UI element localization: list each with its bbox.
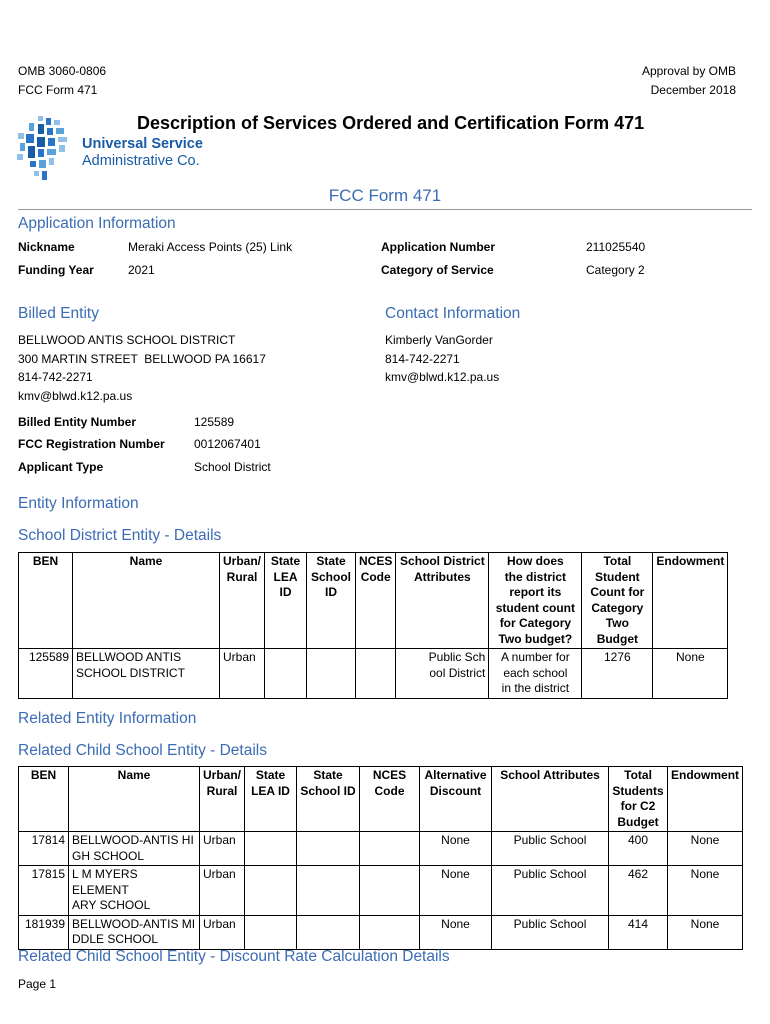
- cell-urban-rural: Urban: [220, 649, 265, 699]
- cell-ben: 17814: [19, 832, 69, 866]
- col-name: Name: [69, 767, 200, 832]
- application-information-heading: Application Information: [18, 215, 176, 232]
- fcc-registration-value: 0012067401: [194, 437, 261, 451]
- col-ben: BEN: [19, 767, 69, 832]
- billed-entity-block: [18, 331, 266, 406]
- cell-nces-code: [360, 832, 420, 866]
- cell-endowment: None: [668, 866, 743, 916]
- col-urban-rural: Urban/ Rural: [220, 553, 265, 649]
- school-district-details-heading: School District Entity - Details: [18, 527, 222, 544]
- cell-total-students: 462: [609, 866, 668, 916]
- cell-endowment: None: [668, 915, 743, 949]
- form-title: FCC Form 471: [328, 186, 442, 205]
- contact-name: Kimberly VanGorder: [385, 333, 493, 347]
- contact-email: kmv@blwd.k12.pa.us: [385, 370, 500, 385]
- applicant-type-value: School District: [194, 460, 271, 474]
- form-number: FCC Form 471: [18, 83, 98, 97]
- header-right: [642, 64, 736, 102]
- cell-nces-code: [356, 649, 396, 699]
- cell-total-student-count: 1276: [582, 649, 653, 699]
- logo-line1: Universal Service: [82, 136, 203, 152]
- cell-nces-code: [360, 915, 420, 949]
- cell-state-school-id: [297, 915, 360, 949]
- title-divider: [18, 209, 752, 210]
- cell-ben: 181939: [19, 915, 69, 949]
- billed-entity-address: 300 MARTIN STREET BELLWOOD PA 16617: [18, 351, 266, 366]
- col-urban-rural: Urban/ Rural: [200, 767, 245, 832]
- table-row: [19, 915, 743, 949]
- col-state-school-id: State School ID: [307, 553, 356, 649]
- billed-entity-name: BELLWOOD ANTIS SCHOOL DISTRICT: [18, 333, 236, 347]
- col-district-attributes: School District Attributes: [396, 553, 489, 649]
- cell-state-lea-id: [245, 866, 297, 916]
- table-header-row: [19, 767, 743, 832]
- cell-school-attributes: Public School: [492, 866, 609, 916]
- category-label: Category of Service: [381, 263, 494, 277]
- col-name: Name: [73, 553, 220, 649]
- cell-state-school-id: [297, 866, 360, 916]
- cell-name: BELLWOOD-ANTIS MI DDLE SCHOOL: [69, 915, 200, 949]
- cell-total-students: 414: [609, 915, 668, 949]
- cell-urban-rural: Urban: [200, 915, 245, 949]
- cell-state-school-id: [307, 649, 356, 699]
- col-alternative-discount: Alternative Discount: [420, 767, 492, 832]
- fcc-registration-label: FCC Registration Number: [18, 437, 165, 451]
- col-state-lea-id: State LEA ID: [245, 767, 297, 832]
- col-school-attributes: School Attributes: [492, 767, 609, 832]
- cell-name: BELLWOOD ANTIS SCHOOL DISTRICT: [73, 649, 220, 699]
- contact-information-heading: Contact Information: [385, 305, 521, 322]
- cell-endowment: None: [653, 649, 728, 699]
- discount-calculation-heading: Related Child School Entity - Discount Rate Calculation Details: [18, 948, 450, 965]
- cell-urban-rural: Urban: [200, 866, 245, 916]
- cell-district-attributes: Public Sch ool District: [396, 649, 489, 699]
- cell-ben: 17815: [19, 866, 69, 916]
- cell-state-lea-id: [245, 915, 297, 949]
- col-nces-code: NCES Code: [360, 767, 420, 832]
- usac-logo-mark-icon: [16, 116, 78, 186]
- cell-state-lea-id: [265, 649, 307, 699]
- contact-block: [385, 331, 499, 387]
- applicant-type-label: Applicant Type: [18, 460, 104, 474]
- cell-alternative-discount: None: [420, 915, 492, 949]
- table-header-row: [19, 553, 728, 649]
- col-how-report: How does the district report its student count for Category Two budget?: [489, 553, 582, 649]
- col-state-lea-id: State LEA ID: [265, 553, 307, 649]
- nickname-value: Meraki Access Points (25) Link: [128, 240, 293, 254]
- header-left: [18, 64, 106, 102]
- cell-alternative-discount: None: [420, 866, 492, 916]
- col-state-school-id: State School ID: [297, 767, 360, 832]
- billed-entity-phone: 814-742-2271: [18, 370, 93, 385]
- page-number: Page 1: [18, 977, 57, 991]
- col-total-student-count: Total Student Count for Category Two Budget: [582, 553, 653, 649]
- nickname-label: Nickname: [18, 240, 75, 254]
- application-number-value: 211025540: [586, 240, 646, 254]
- col-endowment: Endowment: [668, 767, 743, 832]
- application-number-label: Application Number: [381, 240, 496, 254]
- related-entity-heading: Related Entity Information: [18, 710, 197, 727]
- cell-urban-rural: Urban: [200, 832, 245, 866]
- col-nces-code: NCES Code: [356, 553, 396, 649]
- page-title: Description of Services Ordered and Certification Form 471: [137, 113, 645, 133]
- ben-label: Billed Entity Number: [18, 415, 137, 429]
- table-row: [19, 832, 743, 866]
- entity-information-heading: Entity Information: [18, 495, 139, 512]
- funding-year-value: 2021: [128, 263, 155, 277]
- billed-entity-email: kmv@blwd.k12.pa.us: [18, 389, 133, 404]
- child-school-table: [18, 766, 743, 950]
- col-ben: BEN: [19, 553, 73, 649]
- cell-how-report: A number for each school in the district: [489, 649, 582, 699]
- approval-date: December 2018: [650, 83, 736, 97]
- ben-value: 125589: [194, 415, 235, 429]
- cell-total-students: 400: [609, 832, 668, 866]
- cell-state-school-id: [297, 832, 360, 866]
- funding-year-label: Funding Year: [18, 263, 94, 277]
- billed-entity-heading: Billed Entity: [18, 305, 99, 322]
- col-total-students: Total Students for C2 Budget: [609, 767, 668, 832]
- logo-text: [82, 136, 203, 170]
- cell-school-attributes: Public School: [492, 832, 609, 866]
- cell-name: BELLWOOD-ANTIS HI GH SCHOOL: [69, 832, 200, 866]
- cell-endowment: None: [668, 832, 743, 866]
- logo-line2: Administrative Co.: [82, 153, 200, 169]
- cell-nces-code: [360, 866, 420, 916]
- school-district-table: [18, 552, 728, 699]
- omb-number: OMB 3060-0806: [18, 64, 107, 78]
- category-value: Category 2: [586, 263, 645, 277]
- contact-phone: 814-742-2271: [385, 351, 460, 366]
- cell-alternative-discount: None: [420, 832, 492, 866]
- table-row: [19, 866, 743, 916]
- col-endowment: Endowment: [653, 553, 728, 649]
- child-school-details-heading: Related Child School Entity - Details: [18, 742, 267, 759]
- omb-approval: Approval by OMB: [641, 64, 736, 78]
- table-row: [19, 649, 728, 699]
- cell-state-lea-id: [245, 832, 297, 866]
- cell-ben: 125589: [19, 649, 73, 699]
- cell-name: L M MYERS ELEMENT ARY SCHOOL: [69, 866, 200, 916]
- cell-school-attributes: Public School: [492, 915, 609, 949]
